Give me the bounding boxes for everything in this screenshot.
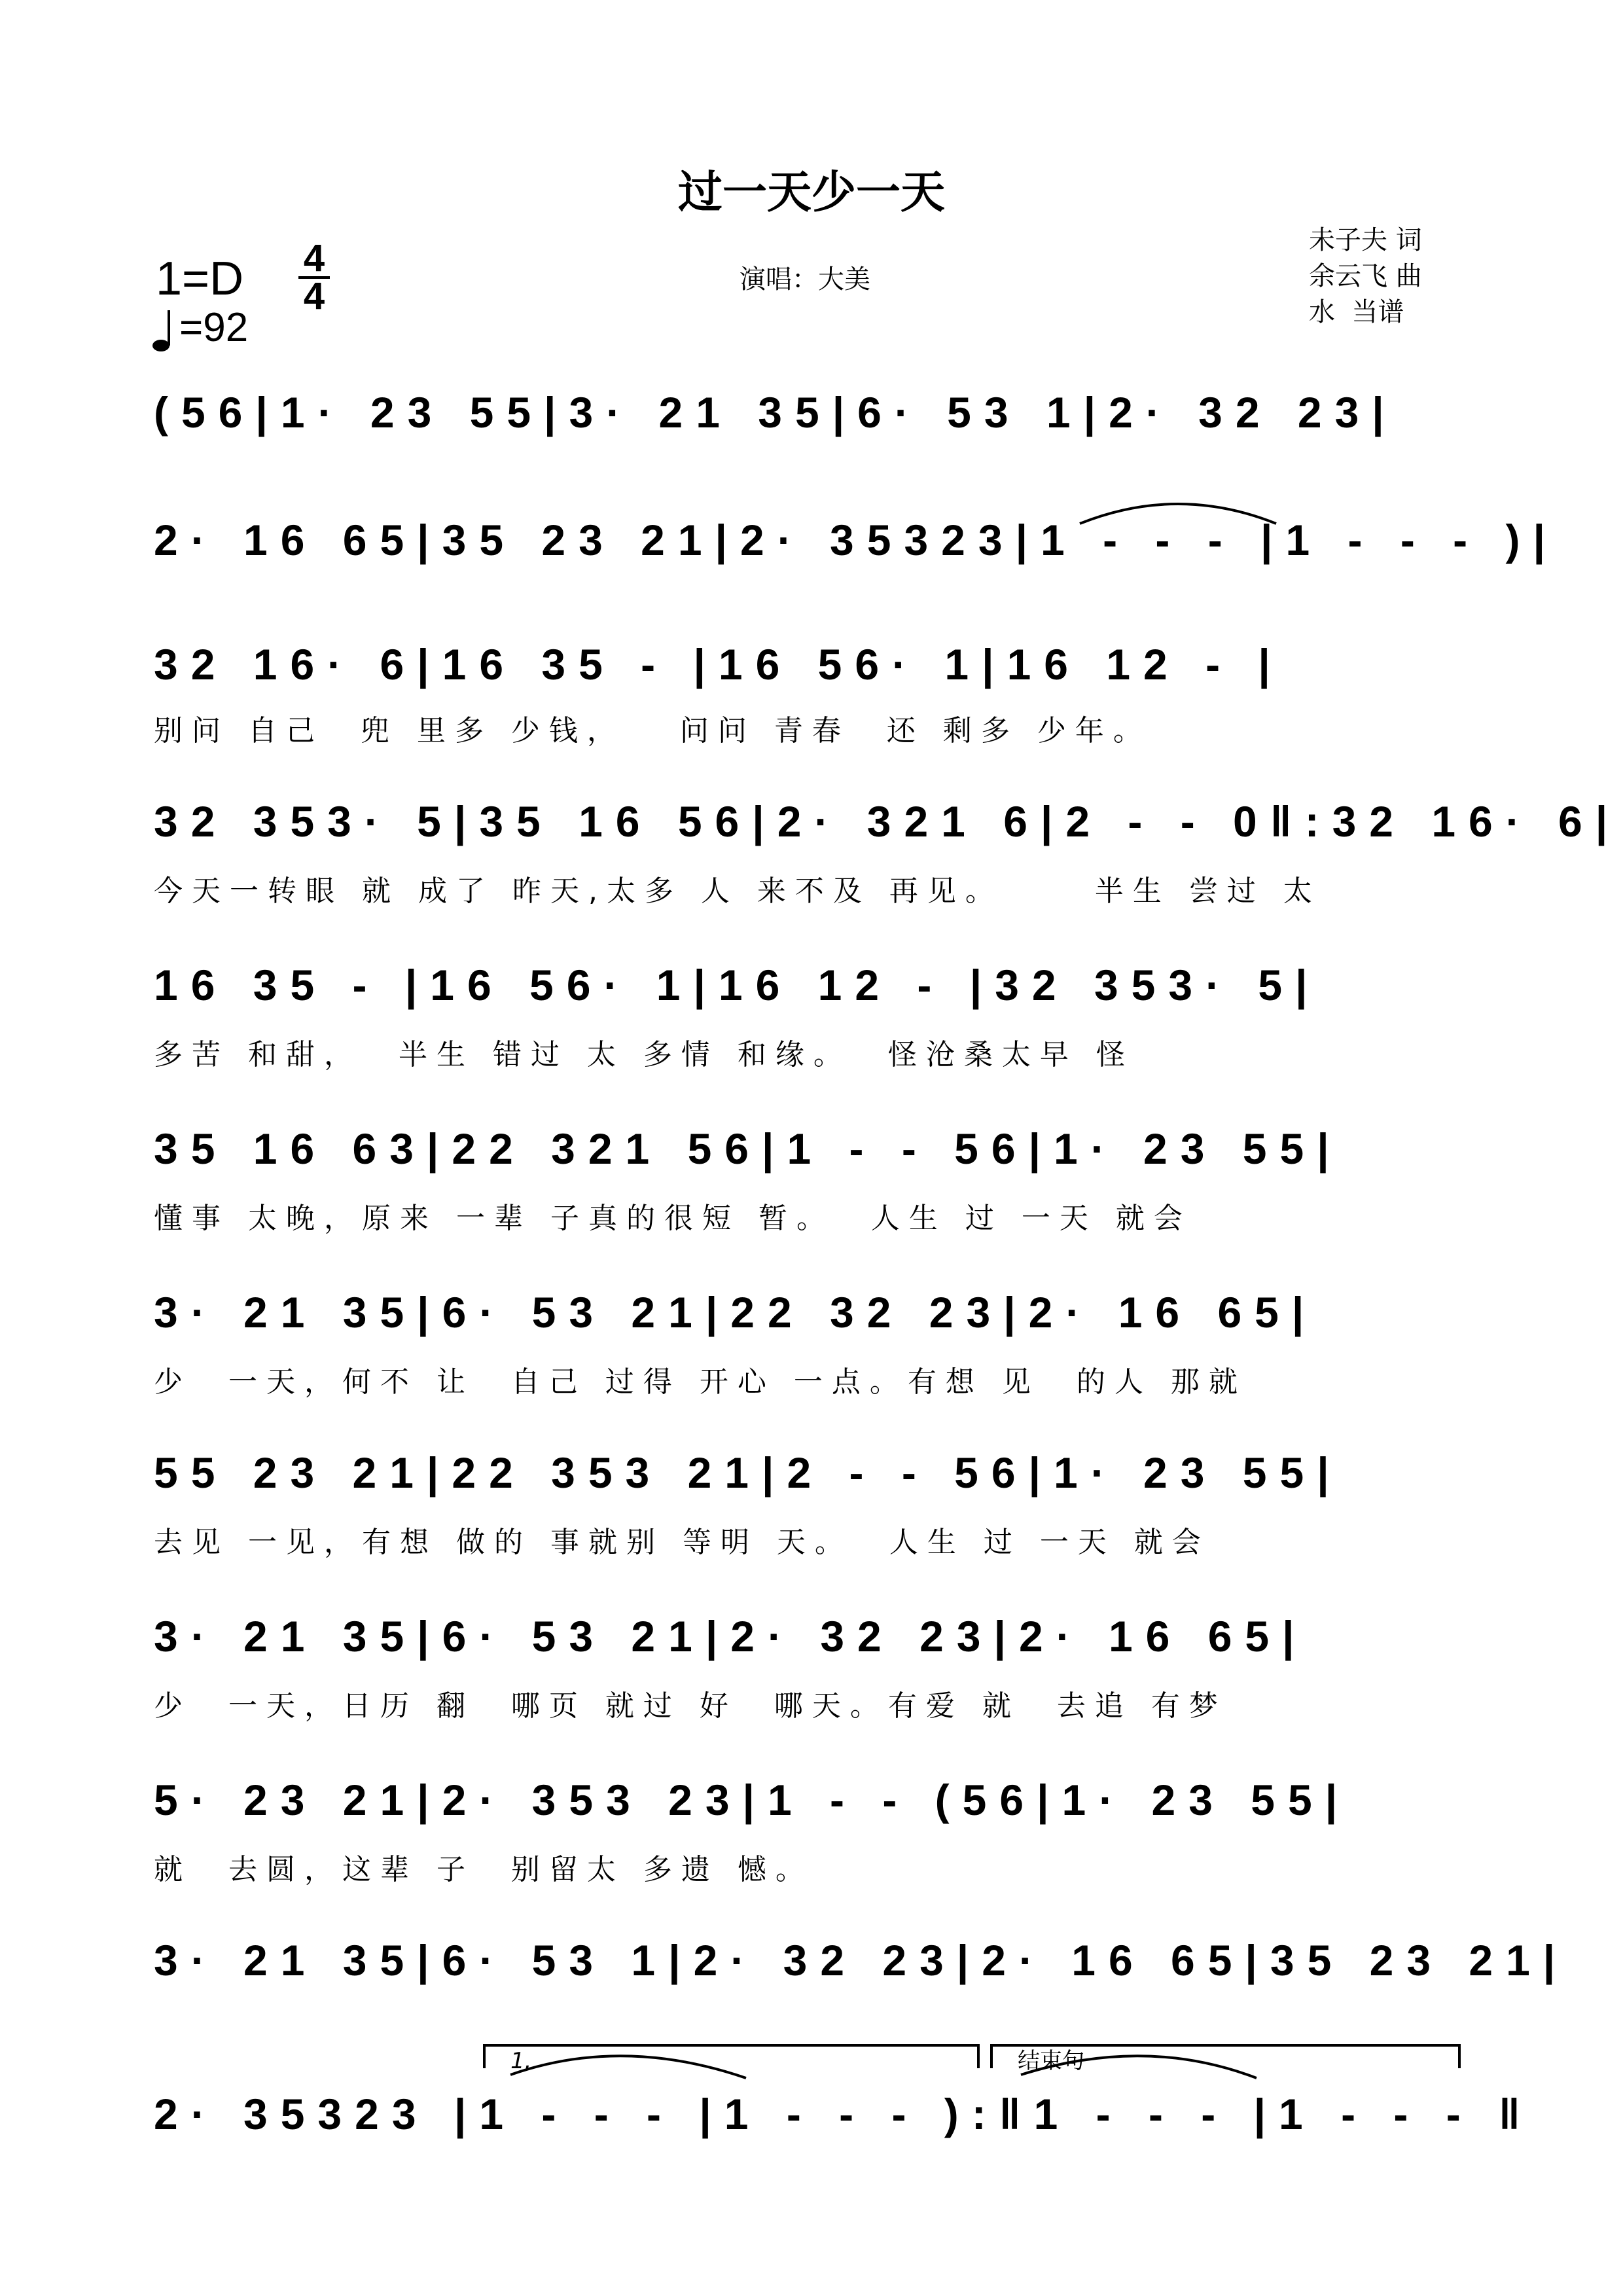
notation-row-4: 32 353· 5|35 16 56|2· 321 6|2 - - 0‖:32 16· 6|	[154, 797, 1621, 846]
volta-1-label: 1.	[510, 2048, 532, 2074]
notation-row-2: 2· 16 65|35 23 21|2· 35323|1 - - - |1 - - - )|	[154, 516, 1558, 564]
notation-row-7: 3· 21 35|6· 53 21|22 32 23|2· 16 65|	[154, 1288, 1317, 1336]
tempo-value: =92	[179, 305, 249, 350]
song-title: 过一天少一天	[677, 167, 945, 219]
composer-credit: 余云飞 曲	[1309, 261, 1422, 291]
notation-row-10: 5· 23 21|2· 353 23|1 - - (56|1· 23 55|	[154, 1776, 1351, 1824]
lyric-row-3: 别问 自己 兜 里多 少钱， 问问 青春 还 剩多 少年。	[154, 714, 1151, 747]
lyricist-credit: 未子夫 词	[1309, 225, 1422, 255]
notation-row-8: 55 23 21|22 353 21|2 - - 56|1· 23 55|	[154, 1448, 1342, 1497]
tie-row-2	[1080, 504, 1276, 524]
lyric-row-10: 就 去圆，这辈 子 别留太 多遗 憾。	[154, 1853, 813, 1886]
tie-volta-1	[510, 2056, 746, 2078]
key-signature: 1=D	[156, 253, 244, 305]
volta-ending-label: 结束句	[1018, 2048, 1084, 2074]
notation-row-1: (56|1· 23 55|3· 21 35|6· 53 1|2· 32 23|	[154, 388, 1397, 437]
notation-row-5: 16 35 - |16 56· 1|16 12 - |32 353· 5|	[154, 961, 1321, 1009]
notation-row-3: 32 16· 6|16 35 - |16 56· 1|16 12 - |	[154, 640, 1283, 689]
notation-row-9: 3· 21 35|6· 53 21|2· 32 23|2· 16 65|	[154, 1612, 1308, 1660]
volta-1-bracket	[484, 2045, 978, 2068]
time-signature-top: 4	[303, 237, 325, 279]
lyric-row-4: 今天一转眼 就 成了 昨天,太多 人 来不及 再见。 半生 尝过 太	[154, 874, 1321, 908]
singer: 演唱：大美	[740, 264, 870, 295]
lyric-row-6: 懂事 太晚，原来 一辈 子真的很短 暂。 人生 过 一天 就会	[154, 1202, 1192, 1235]
lyric-row-7: 少 一天，何不 让 自己 过得 开心 一点。有想 见 的人 那就	[154, 1365, 1247, 1399]
lyric-row-8: 去见 一见，有想 做的 事就别 等明 天。 人生 过 一天 就会	[154, 1526, 1210, 1559]
transcriber-credit: 水 当谱	[1309, 297, 1404, 327]
notation-row-11: 3· 21 35|6· 53 1|2· 32 23|2· 16 65|35 23 21|	[154, 1936, 1569, 1984]
time-signature-bottom: 4	[303, 275, 325, 317]
lyric-row-9: 少 一天，日历 翻 哪页 就过 好 哪天。有爱 就 去追 有梦	[154, 1689, 1227, 1723]
lyric-row-5: 多苦 和甜， 半生 错过 太 多情 和缘。 怪沧桑太早 怪	[154, 1038, 1134, 1071]
notation-row-6: 35 16 63|22 321 56|1 - - 56|1· 23 55|	[154, 1124, 1342, 1173]
notation-row-12: 2· 35323 |1 - - - |1 - - - ):‖1 - - - |1 - - - ‖	[154, 2090, 1533, 2138]
